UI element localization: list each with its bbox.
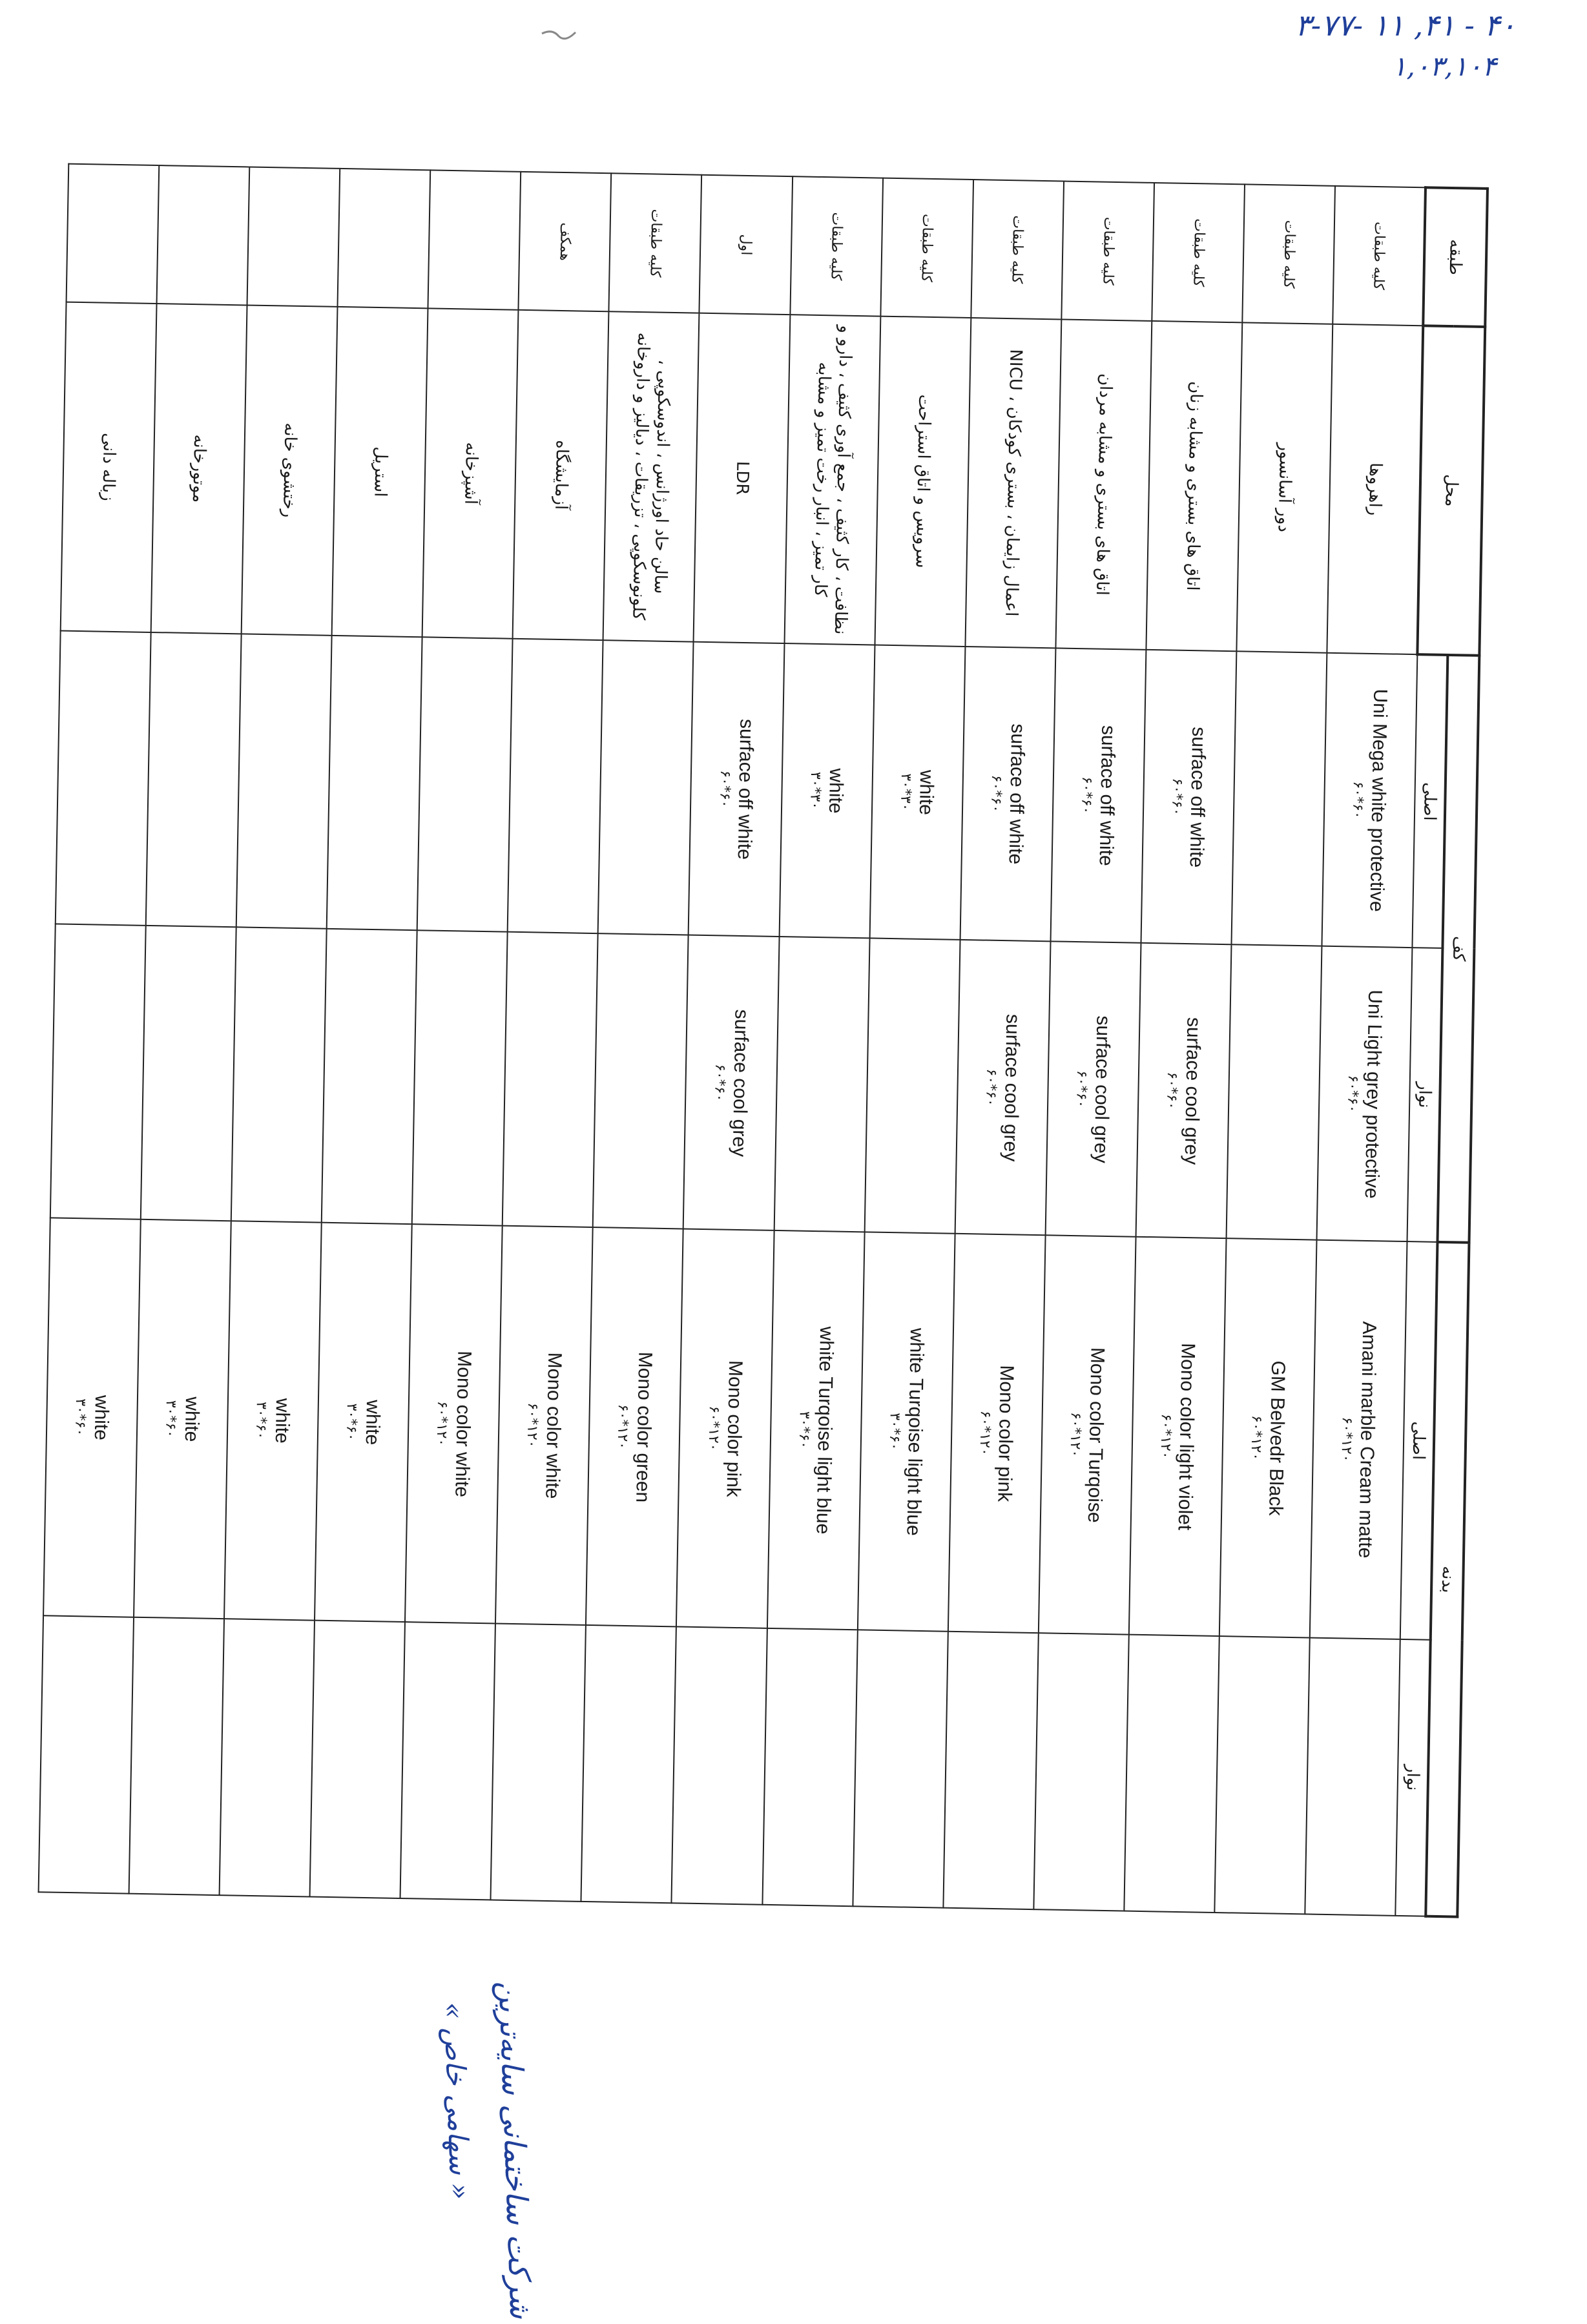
cell-body-main-size: ۶۰*۱۲۰ — [524, 1402, 541, 1448]
cell-floor-strip — [412, 931, 508, 1226]
cell-location — [694, 313, 790, 643]
cell-floor-level — [1242, 184, 1335, 324]
cell-floor-level — [790, 176, 883, 316]
cell-body-main — [224, 1221, 322, 1621]
cell-floor-strip-size — [96, 932, 101, 1212]
cell-body-strip — [220, 1619, 315, 1897]
cell-floor-main — [869, 645, 965, 940]
cell-body-main — [315, 1223, 412, 1622]
cell-body-main — [1310, 1240, 1407, 1639]
header-body: بدنه — [1426, 1242, 1469, 1916]
cell-floor-strip-size: ۶۰*۶۰ — [711, 1063, 728, 1102]
cell-location — [603, 311, 700, 641]
cell-body-strip — [491, 1623, 586, 1902]
cell-location-text: راهروها — [1364, 462, 1385, 516]
cell-body-main-size: ۳۰*۶۰ — [886, 1412, 903, 1451]
cell-body-main — [405, 1224, 503, 1623]
cell-floor-strip-text: Uni Light grey protective — [1361, 989, 1386, 1199]
cell-floor-strip-size: ۶۰*۶۰ — [982, 1068, 999, 1106]
cell-floor-level-text: کلیه طبقات — [827, 212, 845, 281]
cell-floor-strip — [141, 926, 236, 1221]
cell-floor-main-size — [372, 643, 377, 923]
cell-body-main-size: ۶۰*۱۲۰ — [1066, 1411, 1084, 1458]
cell-floor-main-text: surface off white — [1095, 725, 1119, 867]
cell-floor-level — [247, 167, 340, 307]
cell-floor-strip — [864, 939, 960, 1234]
cell-body-main-text: white — [90, 1395, 112, 1441]
cell-location — [151, 304, 247, 634]
cell-floor-level — [157, 165, 250, 305]
cell-body-main — [676, 1229, 774, 1628]
cell-body-main-size: ۳۰*۶۰ — [343, 1403, 360, 1441]
cell-body-main-text: Mono color white — [451, 1350, 475, 1498]
header-location: محل — [1417, 326, 1485, 655]
cell-floor-strip — [683, 935, 779, 1230]
cell-location — [965, 318, 1061, 648]
cell-floor-strip-size: ۶۰*۶۰ — [1343, 1075, 1361, 1113]
signature-company-name: شرکت ساختمانی سایه‌ترین — [492, 1980, 539, 2319]
cell-floor-main — [236, 634, 332, 929]
cell-body-strip — [1124, 1634, 1219, 1913]
cell-floor-strip-size — [186, 934, 191, 1214]
cell-body-main-text: white Turqoise light blue — [812, 1326, 838, 1535]
cell-floor-main-size: ۶۰*۶۰ — [716, 770, 733, 808]
cell-floor-level — [1152, 183, 1245, 322]
cell-floor-strip — [1226, 945, 1322, 1240]
header-floor-strip: نوار — [1407, 948, 1442, 1243]
cell-floor-level — [880, 178, 973, 318]
cell-body-strip — [762, 1628, 858, 1907]
cell-body-strip — [1214, 1636, 1310, 1914]
cell-floor-level-text: کلیه طبقات — [918, 213, 936, 283]
cell-floor-main — [327, 635, 422, 930]
cell-body-main — [858, 1232, 955, 1632]
cell-location — [784, 315, 880, 645]
cell-floor-main-size: ۶۰*۶۰ — [1077, 776, 1095, 814]
cell-floor-strip-size — [819, 945, 824, 1225]
cell-floor-main-text: white — [915, 769, 938, 816]
cell-floor-strip — [322, 929, 417, 1224]
cell-floor-strip — [593, 934, 689, 1229]
cell-location — [1146, 321, 1242, 651]
cell-floor-level-text: کلیه طبقات — [1280, 220, 1298, 289]
cell-floor-strip — [503, 932, 598, 1227]
cell-floor-strip — [50, 924, 146, 1219]
cell-floor-level — [1333, 186, 1426, 326]
cell-body-strip — [310, 1620, 406, 1898]
cell-body-main-text: white — [271, 1398, 293, 1444]
cell-floor-strip — [1316, 946, 1412, 1241]
cell-floor-strip-text: surface cool grey — [999, 1013, 1024, 1162]
cell-body-main-size: ۳۰*۶۰ — [71, 1398, 89, 1437]
cell-floor-main-size — [553, 646, 558, 926]
cell-floor-main — [689, 641, 784, 937]
cell-floor-main-size — [101, 638, 106, 918]
cell-floor-main-text: surface off white — [1185, 727, 1210, 868]
cell-floor-main — [56, 630, 151, 926]
finishes-table-sheet — [38, 163, 1489, 1918]
cell-floor-main-size — [643, 648, 648, 928]
cell-body-main-text: white — [180, 1396, 203, 1442]
cell-floor-strip — [955, 940, 1050, 1235]
signature-company-type: « سهامی خاص » — [437, 2002, 477, 2201]
cell-floor-main — [960, 646, 1055, 941]
cell-body-main-size: ۶۰*۱۲۰ — [433, 1400, 451, 1447]
cell-floor-main — [508, 638, 603, 933]
cell-location — [61, 302, 157, 632]
header-floor: کف — [1438, 655, 1479, 1243]
cell-floor-level-text: همکف — [556, 222, 574, 261]
cell-floor-strip-size: ۶۰*۶۰ — [1072, 1070, 1090, 1108]
cell-floor-main-text: surface off white — [733, 718, 758, 860]
cell-location-text: اتاق های بستری و مشابه مردان — [1092, 373, 1115, 596]
cell-floor-level — [428, 170, 521, 309]
cell-location — [1327, 324, 1423, 654]
cell-floor-strip-size — [548, 940, 553, 1219]
cell-floor-main-text: Uni Mega white protective — [1365, 689, 1391, 912]
cell-body-main-size: ۶۰*۱۲۰ — [976, 1410, 993, 1456]
cell-body-strip — [853, 1630, 948, 1908]
cell-body-strip — [1305, 1637, 1400, 1916]
cell-location-text: آزمایشگاه — [550, 440, 572, 510]
cell-location-text: استریل — [369, 446, 391, 497]
cell-floor-main-size — [462, 645, 468, 924]
cell-floor-strip-text: surface cool grey — [728, 1009, 752, 1157]
header-body-strip: نوار — [1395, 1639, 1431, 1916]
cell-body-main-text: Mono color white — [541, 1352, 566, 1499]
cell-body-main-size: ۶۰*۱۲۰ — [614, 1404, 632, 1450]
cell-floor-main-size — [282, 641, 287, 921]
cell-floor-strip-size — [367, 937, 372, 1216]
cell-body-main — [1039, 1236, 1136, 1635]
cell-location-text: دور آسانسور — [1274, 442, 1296, 533]
cell-floor-strip-size — [638, 942, 643, 1221]
cell-body-main-text: Mono color Turqoise — [1084, 1347, 1108, 1523]
cell-body-main-text: white — [361, 1399, 384, 1446]
header-floor-main: اصلی — [1412, 654, 1447, 949]
cell-body-main-text: GM Belvedr Black — [1265, 1360, 1289, 1516]
cell-floor-main-size: ۶۰*۶۰ — [987, 774, 1004, 813]
cell-floor-level — [1061, 182, 1154, 321]
cell-floor-main-size: ۶۰*۶۰ — [1349, 781, 1366, 819]
cell-floor-main — [1050, 648, 1146, 943]
cell-floor-strip-size — [909, 946, 915, 1226]
cell-floor-main — [1322, 652, 1417, 948]
cell-body-main-size: ۶۰*۱۲۰ — [705, 1406, 722, 1451]
cell-body-main — [767, 1230, 864, 1630]
cell-body-main-text: Mono color green — [632, 1351, 656, 1503]
cell-location-text: سالن حاد اورژانس ، اندوسکوپی ، کلونوسکوپی ، تزریقات ، دیالیز و داروخانه — [628, 332, 674, 621]
scan-mark — [539, 27, 578, 45]
cell-location-text: نظافت ، کار کثیف ، جمع آوری کثیف ، دارو و کار تمیز ، انبار رخت تمیز و مشابه — [810, 325, 856, 635]
cell-floor-main-size: ۳۰*۳۰ — [806, 771, 824, 810]
cell-floor-main-size — [191, 640, 196, 920]
cell-body-main-size: ۳۰*۶۰ — [162, 1400, 180, 1438]
cell-floor-level — [67, 164, 160, 304]
cell-location — [513, 310, 609, 640]
cell-floor-strip-size — [1272, 953, 1277, 1232]
cell-body-main-text: white Turqoise light blue — [902, 1327, 928, 1537]
finishes-table — [38, 163, 1489, 1918]
cell-floor-level-text: کلیه طبقات — [1008, 215, 1026, 284]
cell-body-main-text: Mono color pink — [993, 1365, 1018, 1502]
cell-location — [1236, 322, 1333, 652]
cell-location-text: LDR — [732, 461, 752, 495]
cell-body-main — [1219, 1238, 1317, 1637]
cell-floor-main-size: ۶۰*۶۰ — [1168, 778, 1185, 816]
header-floor-level: طبقه — [1423, 187, 1488, 327]
cell-floor-main-size — [1277, 659, 1282, 939]
cell-floor-level-text: کلیه طبقات — [647, 209, 665, 278]
cell-body-main-size: ۳۰*۶۰ — [795, 1411, 813, 1449]
cell-body-main-text: Mono color light violet — [1174, 1342, 1199, 1531]
cell-body-strip — [672, 1626, 767, 1905]
cell-floor-strip — [231, 928, 327, 1223]
cell-body-main — [134, 1219, 231, 1619]
cell-floor-main — [417, 637, 513, 932]
cell-floor-main — [598, 640, 694, 935]
cell-floor-main-text: white — [825, 768, 847, 814]
cell-body-strip — [1033, 1633, 1129, 1911]
cell-location — [242, 306, 338, 636]
cell-floor-strip — [1136, 943, 1231, 1238]
cell-floor-main — [779, 643, 875, 939]
cell-body-strip — [129, 1617, 225, 1896]
cell-floor-strip-text: surface cool grey — [1180, 1017, 1205, 1165]
cell-location — [422, 308, 519, 638]
cell-floor-main-text: surface off white — [1004, 723, 1029, 865]
cell-floor-level-text: کلیه طبقات — [1099, 216, 1117, 285]
cell-floor-level-text: کلیه طبقات — [1189, 218, 1207, 287]
cell-body-main — [1129, 1237, 1227, 1636]
handwritten-date: ۱,۰۳,۱۰۴ — [1391, 50, 1497, 82]
cell-floor-strip-text: surface cool grey — [1090, 1015, 1114, 1164]
cell-floor-main — [1231, 651, 1327, 946]
cell-location-text: اتاق های بستری و مشابه زنان — [1183, 380, 1206, 591]
cell-floor-level-text: کلیه طبقات — [1370, 221, 1388, 291]
cell-floor-level — [609, 173, 702, 313]
cell-body-main — [495, 1226, 593, 1625]
cell-body-main-text: Mono color pink — [722, 1360, 747, 1498]
cell-floor-strip-size — [457, 939, 462, 1218]
cell-body-main — [43, 1218, 141, 1617]
header-body-main: اصلی — [1400, 1241, 1438, 1639]
cell-body-main-size: ۶۰*۱۲۰ — [1247, 1415, 1265, 1461]
cell-body-main-size: ۳۰*۶۰ — [253, 1401, 270, 1440]
cell-location — [875, 316, 971, 647]
cell-body-strip — [400, 1622, 496, 1900]
cell-location — [1055, 320, 1152, 650]
cell-location-text: آشپزخانه — [460, 442, 481, 505]
cell-floor-level — [338, 169, 431, 308]
cell-floor-strip-size — [276, 935, 282, 1215]
cell-body-strip — [943, 1632, 1039, 1910]
cell-floor-main-size: ۳۰*۳۰ — [897, 773, 914, 811]
cell-body-main-size: ۶۰*۱۲۰ — [1157, 1413, 1174, 1459]
cell-body-main — [948, 1234, 1046, 1633]
cell-floor-level — [971, 180, 1064, 319]
cell-location-text: موتورخانه — [189, 434, 210, 503]
cell-floor-strip — [774, 937, 869, 1232]
cell-floor-level — [700, 175, 793, 315]
cell-location-text: سرویس و اتاق استراحت — [911, 394, 935, 568]
cell-body-strip — [39, 1615, 134, 1894]
cell-floor-main — [146, 632, 242, 927]
cell-location-text: اعمال زایمان ، بستری کودکان ، NICU — [1001, 349, 1026, 617]
cell-body-main-size: ۶۰*۱۲۰ — [1338, 1416, 1355, 1462]
cell-floor-level — [519, 172, 612, 311]
cell-floor-main — [1141, 649, 1236, 944]
company-signature-stamp — [346, 1979, 559, 2319]
cell-floor-strip — [1045, 942, 1141, 1237]
cell-location-text: زباله دانی — [98, 433, 119, 502]
cell-location — [332, 307, 428, 637]
cell-body-main — [586, 1227, 683, 1626]
cell-floor-level-text: اول — [738, 234, 754, 256]
cell-floor-strip-size: ۶۰*۶۰ — [1163, 1072, 1180, 1110]
handwritten-reference-number: ۳-۷۷- ۱۱ ,۴۱ - ۴۰ — [1294, 8, 1516, 43]
cell-location-text: رختشوی خانه — [279, 422, 300, 518]
cell-body-main-text: Amani marble Cream matte — [1354, 1321, 1380, 1559]
cell-body-strip — [581, 1625, 677, 1904]
